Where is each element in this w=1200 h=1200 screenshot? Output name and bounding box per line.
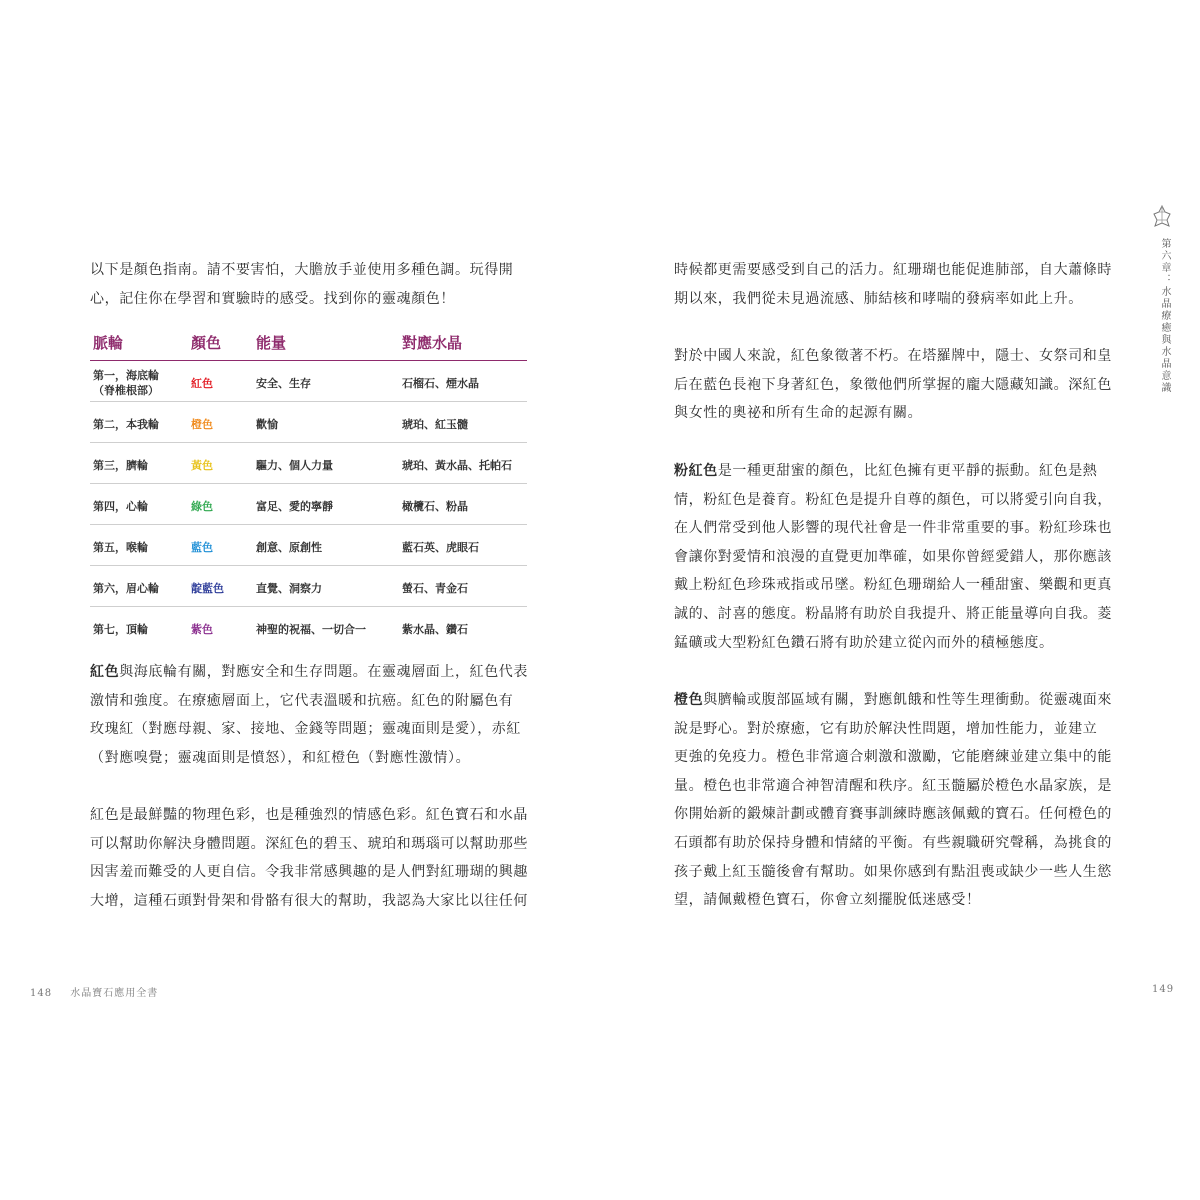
right-page <box>600 0 1200 1200</box>
header-chakra: 脈輪 <box>93 334 124 352</box>
crystals: 石榴石、煙水晶 <box>402 377 479 390</box>
color-name: 靛藍色 <box>191 582 224 595</box>
chakra-color-table <box>90 326 527 647</box>
energy: 歡愉 <box>256 418 278 431</box>
highlight-term: 粉紅色 <box>674 463 718 479</box>
text-line: 戴上粉紅色珍珠戒指或吊墜。粉紅色珊瑚給人一種甜蜜、樂觀和更真 <box>674 577 1112 594</box>
text-line: 誠的、討喜的態度。粉晶將有助於自我提升、將正能量導向自我。菱 <box>674 605 1112 622</box>
chakra-name: 第三，臍輪 <box>93 459 148 472</box>
text-line: 以下是顏色指南。請不要害怕，大膽放手並使用多種色調。玩得開 <box>90 262 514 278</box>
energy: 富足、愛的寧靜 <box>256 500 333 513</box>
text-line: 你開始新的鍛煉計劃或體育賽事訓練時應該佩戴的寶石。任何橙色的 <box>674 806 1112 823</box>
energy: 創意、原創性 <box>256 541 322 554</box>
energy: 直覺、洞察力 <box>256 582 322 595</box>
color-name: 紫色 <box>191 623 213 636</box>
red-paragraph <box>90 658 540 772</box>
table-row <box>90 525 527 566</box>
color-name: 綠色 <box>191 500 213 513</box>
page-number: 149 <box>1152 984 1175 995</box>
table-row <box>90 402 527 443</box>
text-line: （對應嗅覺；靈魂面則是憤怒），和紅橙色（對應性激情）。 <box>90 749 471 766</box>
color-name: 黃色 <box>191 459 213 472</box>
text-line: 可以幫助你解決身體問題。深紅色的碧玉、琥珀和瑪瑙可以幫助那些 <box>90 835 528 852</box>
table-row <box>90 361 527 402</box>
text-line: 因害羞而難受的人更自信。令我非常感興趣的是人們對紅珊瑚的興趣 <box>90 864 528 881</box>
text-line: 橙色與臍輪或腹部區域有關，對應飢餓和性等生理衝動。從靈魂面來 <box>674 692 1113 708</box>
coral-paragraph <box>674 256 1124 313</box>
chakra-name: 第七，頂輪 <box>93 623 148 636</box>
text-line: 玫瑰紅（對應母親、家、接地、金錢等問題；靈魂面則是愛），赤紅 <box>90 721 521 738</box>
highlight-term: 橙色 <box>674 692 704 708</box>
crystals: 橄欖石、粉晶 <box>402 500 468 513</box>
crystals: 螢石、青金石 <box>402 582 468 595</box>
page-number: 148 <box>30 988 53 999</box>
text-line: 大增，這種石頭對骨架和骨骼有很大的幫助，我認為大家比以往任何 <box>90 892 528 909</box>
text-line: 石頭都有助於保持身體和情緒的平衡。有些親職研究聲稱，為挑食的 <box>674 834 1112 851</box>
text-line: 紅色是最鮮豔的物理色彩，也是種強烈的情感色彩。紅色寶石和水晶 <box>90 807 528 823</box>
chakra-name: 第五，喉輪 <box>93 541 148 554</box>
text-line: 激情和強度。在療癒層面上，它代表溫暖和抗癌。紅色的附屬色有 <box>90 692 514 709</box>
table-row <box>90 566 527 607</box>
chakra-name: 第二，本我輪 <box>93 418 159 431</box>
text-line: 后在藍色長袍下身著紅色，象徵他們所掌握的龐大隱藏知識。深紅色 <box>674 376 1112 393</box>
text-line: 心，記住你在學習和實驗時的感受。找到你的靈魂顏色！ <box>90 290 455 307</box>
orange-paragraph <box>674 686 1124 915</box>
text-line: 會讓你對愛情和浪漫的直覺更加準確，如果你曾經愛錯人，那你應該 <box>674 548 1112 565</box>
text-line: 孩子戴上紅玉髓後會有幫助。如果你感到有點沮喪或缺少一些人生慾 <box>674 863 1112 880</box>
text-line: 說是野心。對於療癒，它有助於解決性問題，增加性能力，並建立 <box>674 720 1098 737</box>
chinese-red-paragraph <box>674 342 1124 428</box>
text-line: 粉紅色是一種更甜蜜的顏色，比紅色擁有更平靜的振動。紅色是熱 <box>674 463 1098 479</box>
color-name: 紅色 <box>191 377 213 390</box>
text-line: 量。橙色也非常適合神智清醒和秩序。紅玉髓屬於橙色水晶家族，是 <box>674 777 1112 794</box>
crystal-icon <box>1151 204 1173 232</box>
text-line: 情，粉紅色是養育。粉紅色是提升自尊的顏色，可以將愛引向自我， <box>674 491 1112 508</box>
header-crystals: 對應水晶 <box>402 334 463 352</box>
text-line: 錳礦或大型粉紅色鑽石將有助於建立從內而外的積極態度。 <box>674 634 1054 651</box>
chapter-running-head: 第六章：水晶療癒與水晶意識 <box>1159 238 1170 394</box>
highlight-term: 紅色 <box>90 664 120 680</box>
color-name: 藍色 <box>191 541 213 554</box>
text-line: 在人們常受到他人影響的現代社會是一件非常重要的事。粉紅珍珠也 <box>674 520 1112 537</box>
text-line: 對於中國人來說，紅色象徵著不朽。在塔羅牌中，隱士、女祭司和皇 <box>674 348 1112 364</box>
table-row <box>90 443 527 484</box>
crystals: 紫水晶、鑽石 <box>402 623 468 636</box>
crystals: 琥珀、黃水晶、托帕石 <box>402 459 512 472</box>
text-line: 更強的免疫力。橙色非常適合刺激和激勵，它能磨練並建立集中的能 <box>674 749 1112 766</box>
header-energy: 能量 <box>256 334 287 352</box>
chakra-name: 第一，海底輪 （脊椎根部） <box>93 369 159 397</box>
pink-paragraph <box>674 457 1124 657</box>
color-name: 橙色 <box>191 418 213 431</box>
table-header-row <box>90 326 527 361</box>
chakra-name: 第四，心輪 <box>93 500 148 513</box>
crystals: 藍石英、虎眼石 <box>402 541 479 554</box>
table-row <box>90 607 527 647</box>
left-footer <box>30 984 158 999</box>
text-line: 望，請佩戴橙色寶石，你會立刻擺脫低迷感受！ <box>674 892 981 909</box>
chakra-name: 第六，眉心輪 <box>93 582 159 595</box>
table-row <box>90 484 527 525</box>
energy: 安全、生存 <box>256 377 311 390</box>
energy: 驅力、個人力量 <box>256 459 333 472</box>
text-line: 紅色與海底輪有關，對應安全和生存問題。在靈魂層面上，紅色代表 <box>90 664 529 680</box>
header-color: 顏色 <box>191 334 222 352</box>
text-line: 與女性的奧祕和所有生命的起源有關。 <box>674 405 923 422</box>
text-line: 時候都更需要感受到自己的活力。紅珊瑚也能促進肺部，自大蕭條時 <box>674 262 1112 278</box>
book-title: 水晶寶石應用全書 <box>70 988 159 999</box>
intro-paragraph <box>90 256 540 313</box>
red-paragraph-2 <box>90 801 540 915</box>
crystals: 琥珀、紅玉髓 <box>402 418 468 431</box>
energy: 神聖的祝福、一切合一 <box>256 623 366 636</box>
text-line: 期以來，我們從未見過流感、肺結核和哮喘的發病率如此上升。 <box>674 290 1083 307</box>
